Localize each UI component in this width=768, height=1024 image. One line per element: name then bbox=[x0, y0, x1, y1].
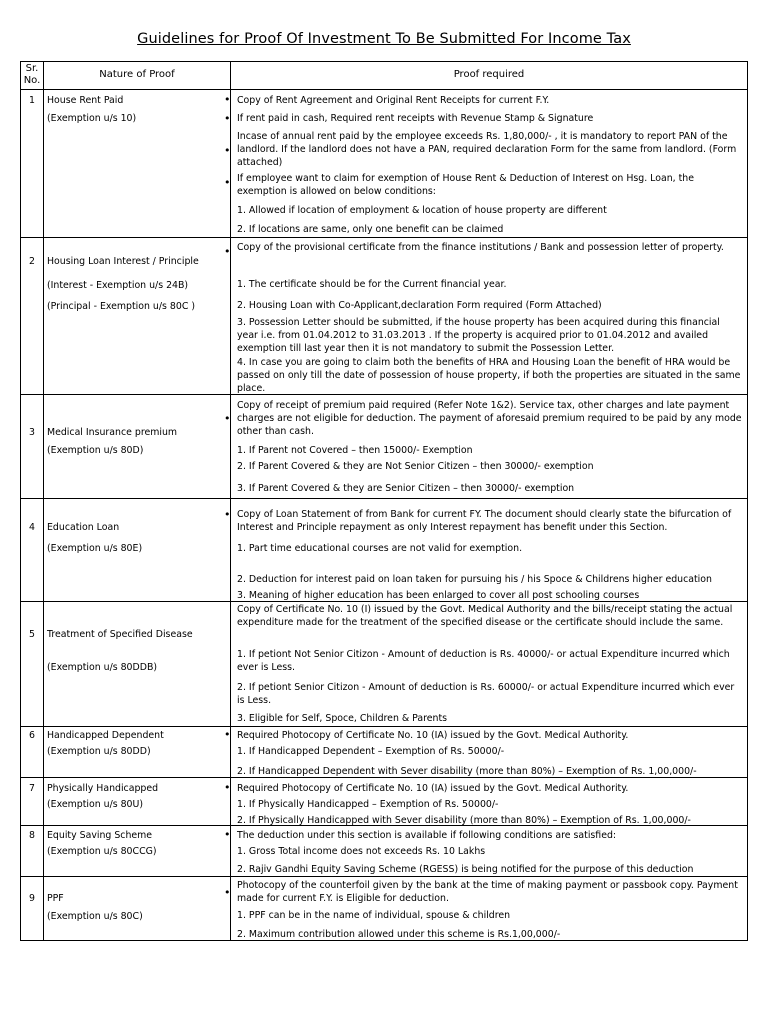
row-5-sr: 5 bbox=[29, 629, 35, 640]
page-title: Guidelines for Proof Of Investment To Be Submitted For Income Tax bbox=[137, 31, 631, 47]
row-4-sr: 4 bbox=[29, 522, 35, 533]
row-7-sr: 7 bbox=[29, 783, 35, 794]
row-3-nature-sub: (Exemption u/s 80D) bbox=[47, 445, 144, 456]
row-7-nature-title: Physically Handicapped bbox=[47, 783, 159, 794]
bullet-icon: • bbox=[224, 781, 231, 794]
row-6-nature-sub: (Exemption u/s 80DD) bbox=[47, 746, 151, 757]
bullet-icon: • bbox=[224, 144, 231, 157]
row-1-nature-sub: (Exemption u/s 10) bbox=[47, 113, 137, 124]
row-2-nature-title: Housing Loan Interest / Principle bbox=[47, 256, 199, 267]
row-2-proof-4: 3. Possession Letter should be submitted, if the house property has been acquired during this financial year i.e. from 01.04.2012 to 31.03.2013 . If the property is acquired prior to 01.04.2012 and availed exemption till last year then it is not mandatory to submit the Possession Letter. bbox=[237, 317, 720, 354]
row-8-proof-1: The deduction under this section is available if following conditions are satisfied: bbox=[237, 830, 617, 841]
row-4-nature-title: Education Loan bbox=[47, 522, 120, 533]
row-1-proof-3: Incase of annual rent paid by the employee exceeds Rs. 1,80,000/- , it is mandatory to report PAN of the landlord. If the landlord does not have a PAN, required declaration Form for the same from landlord. (Form attached) bbox=[237, 131, 737, 168]
row-1-proof-4: If employee want to claim for exemption of House Rent & Deduction of Interest on Hsg. Loan, the exemption is allowed on below conditions: bbox=[237, 173, 694, 197]
row-1-nature-title: House Rent Paid bbox=[47, 95, 124, 106]
row-9-proof-2: 1. PPF can be in the name of individual, spouse & children bbox=[237, 910, 511, 921]
header-nature: Nature of Proof bbox=[99, 69, 175, 80]
row-7-proof-3: 2. If Physically Handicapped with Sever disability (more than 80%) – Exemption of Rs. 1,00,000/- bbox=[237, 815, 691, 826]
bullet-icon: • bbox=[224, 112, 231, 125]
row-8-nature-sub: (Exemption u/s 80CCG) bbox=[47, 846, 157, 857]
row-3-nature-title: Medical Insurance premium bbox=[47, 427, 178, 438]
row-3-proof-2: 1. If Parent not Covered – then 15000/- Exemption bbox=[237, 445, 473, 456]
header-sr: Sr. No. bbox=[23, 63, 41, 86]
row-4-proof-2: 1. Part time educational courses are not valid for exemption. bbox=[237, 543, 523, 554]
row-3-proof-4: 3. If Parent Covered & they are Senior Citizen – then 30000/- exemption bbox=[237, 483, 575, 494]
row-5-proof-2: 1. If petiont Not Senior Citizon - Amount of deduction is Rs. 40000/- or actual Expenditure incurred which ever is Less. bbox=[237, 649, 730, 673]
row-2-proof-3: 2. Housing Loan with Co-Applicant,declaration Form required (Form Attached) bbox=[237, 300, 602, 311]
row-6-proof-2: 1. If Handicapped Dependent – Exemption of Rs. 50000/- bbox=[237, 746, 505, 757]
row-8-nature-title: Equity Saving Scheme bbox=[47, 830, 153, 841]
row-5-proof-3: 2. If petiont Senior Citizon - Amount of deduction is Rs. 60000/- or actual Expenditure incurred which ever is Less. bbox=[237, 682, 735, 706]
row-4-proof-3: 2. Deduction for interest paid on loan taken for pursuing his / his Spoce & Childrens higher education bbox=[237, 574, 712, 585]
row-8-proof-3: 2. Rajiv Gandhi Equity Saving Scheme (RGESS) is being notified for the purpose of this deduction bbox=[237, 864, 694, 875]
row-9-nature-sub: (Exemption u/s 80C) bbox=[47, 911, 143, 922]
row-9-proof-3: 2. Maximum contribution allowed under this scheme is Rs.1,00,000/- bbox=[237, 929, 561, 940]
bullet-icon: • bbox=[224, 245, 231, 258]
header-proof: Proof required bbox=[453, 69, 525, 80]
row-9-proof-1: Photocopy of the counterfoil given by the bank at the time of making payment or passbook copy. Payment made for current F.Y. is Eligible for deduction. bbox=[237, 880, 738, 904]
row-1-proof-5: 1. Allowed if location of employment & location of house property are different bbox=[237, 205, 607, 216]
row-2-proof-2: 1. The certificate should be for the Current financial year. bbox=[237, 279, 507, 290]
row-2-nature-sub-2: (Principal - Exemption u/s 80C ) bbox=[47, 301, 195, 312]
row-8-proof-2: 1. Gross Total income does not exceeds Rs. 10 Lakhs bbox=[237, 846, 486, 857]
row-1-proof-1: Copy of Rent Agreement and Original Rent Receipts for current F.Y. bbox=[237, 95, 550, 106]
row-7-proof-2: 1. If Physically Handicapped – Exemption of Rs. 50000/- bbox=[237, 799, 499, 810]
row-4-proof-4: 3. Meaning of higher education has been enlarged to cover all post schooling courses bbox=[237, 590, 640, 601]
row-4-proof-1: Copy of Loan Statement of from Bank for current FY. The document should clearly state the bifurcation of Interest and Principle repayment as only Interest repayment has benefit under this Section. bbox=[237, 509, 732, 533]
row-5-nature-title: Treatment of Specified Disease bbox=[47, 629, 193, 640]
row-6-sr: 6 bbox=[29, 730, 35, 741]
bullet-icon: • bbox=[224, 176, 231, 189]
row-3-proof-3: 2. If Parent Covered & they are Not Senior Citizen – then 30000/- exemption bbox=[237, 461, 594, 472]
row-6-proof-1: Required Photocopy of Certificate No. 10 (IA) issued by the Govt. Medical Authority. bbox=[237, 730, 629, 741]
row-5-proof-4: 3. Eligible for Self, Spoce, Children & Parents bbox=[237, 713, 448, 724]
row-4-nature-sub: (Exemption u/s 80E) bbox=[47, 543, 143, 554]
row-1-sr: 1 bbox=[29, 95, 35, 106]
row-2-proof-5: 4. In case you are going to claim both the benefits of HRA and Housing Loan the benefit of HRA would be passed on only till the date of possession of house property, if both the properties are situated in the same place. bbox=[237, 357, 741, 394]
bullet-icon: • bbox=[224, 828, 231, 841]
row-7-nature-sub: (Exemption u/s 80U) bbox=[47, 799, 144, 810]
bullet-icon: • bbox=[224, 508, 231, 521]
row-3-proof-1: Copy of receipt of premium paid required (Refer Note 1&2). Service tax, other charges and late payment charges are not eligible for deduction. The payment of aforesaid premium required to be paid by any mode other than cash. bbox=[237, 400, 742, 437]
row-9-nature-title: PPF bbox=[47, 893, 64, 904]
row-5-nature-sub: (Exemption u/s 80DDB) bbox=[47, 662, 158, 673]
row-2-proof-1: Copy of the provisional certificate from the finance institutions / Bank and possession letter of property. bbox=[237, 242, 724, 253]
bullet-icon: • bbox=[224, 886, 231, 899]
bullet-icon: • bbox=[224, 93, 231, 106]
bullet-icon: • bbox=[224, 728, 231, 741]
row-8-sr: 8 bbox=[29, 830, 35, 841]
row-6-proof-3: 2. If Handicapped Dependent with Sever disability (more than 80%) – Exemption of Rs. 1,00,000/- bbox=[237, 766, 697, 777]
row-9-sr: 9 bbox=[29, 893, 35, 904]
row-2-sr: 2 bbox=[29, 256, 35, 267]
row-7-proof-1: Required Photocopy of Certificate No. 10 (IA) issued by the Govt. Medical Authority. bbox=[237, 783, 629, 794]
row-5-proof-1: Copy of Certificate No. 10 (I) issued by the Govt. Medical Authority and the bills/receipt stating the actual expenditure made for the treatment of the specified disease or the certificate should include the same. bbox=[237, 604, 733, 628]
row-2-nature-sub-1: (Interest - Exemption u/s 24B) bbox=[47, 280, 189, 291]
bullet-icon: • bbox=[224, 412, 231, 425]
row-1-proof-2: If rent paid in cash, Required rent receipts with Revenue Stamp & Signature bbox=[237, 113, 594, 124]
row-1-proof-6: 2. If locations are same, only one benefit can be claimed bbox=[237, 224, 504, 235]
row-3-sr: 3 bbox=[29, 427, 35, 438]
row-6-nature-title: Handicapped Dependent bbox=[47, 730, 164, 741]
